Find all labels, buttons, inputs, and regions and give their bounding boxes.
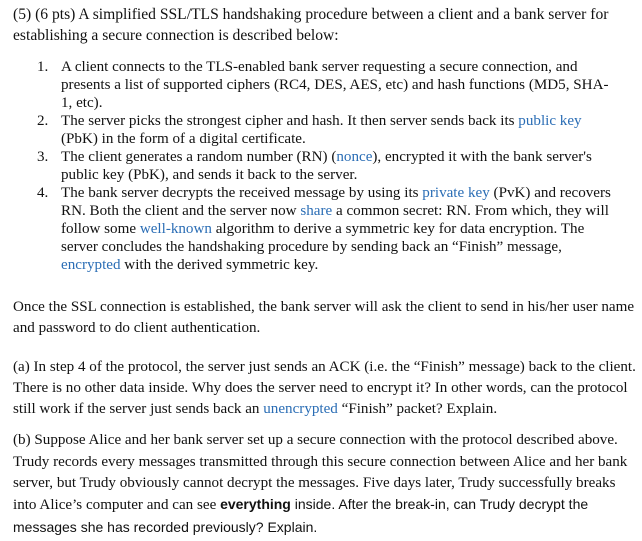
step-text: a common secret: RN. From which, they will follow some (61, 203, 609, 237)
step-text: A client connects to the TLS-enabled bank server requesting a secure connection, and presents a list of supported ciphers (RC4, DES, AES, etc) and hash functions (MD5, SHA-1, etc). (61, 59, 609, 111)
after-steps-paragraph: Once the SSL connection is established, the bank server will ask the client to send in his/her user name and password to do client authentication. (13, 299, 635, 337)
part-b-text: inside. After the break-in, can Trudy decrypt the messages she has recorded previously? Explain. (13, 496, 589, 535)
part-b-question (13, 430, 637, 538)
unencrypted-term: unencrypted (263, 401, 338, 418)
step-text: (PvK) and recovers RN. Both the client and the server now (61, 185, 611, 219)
step-number: 2. (37, 113, 49, 129)
part-b-text: (b) Suppose Alice and her bank server set up a secure connection with the protocol described above. Trudy records every messages transmitted through this secure connection between Alice and her bank server, but Trudy obviously cannot decrypt the messages. Five days later, Trudy successfully breaks into Alice’s computer and can see (13, 432, 628, 514)
handshake-steps-list (13, 58, 637, 274)
part-a-question (13, 357, 637, 421)
step-text: (PbK) in the form of a digital certificate. (61, 131, 306, 147)
step-text: The bank server decrypts the received message by using its (61, 185, 423, 201)
step-text: algorithm to derive a symmetric key for data encryption. The server concludes the handshaking procedure by sending back an “Finish” message, (61, 221, 585, 255)
part-a-text: (a) In step 4 of the protocol, the server just sends an ACK (i.e. the “Finish” message) back to the client. There is no other data inside. Why does the server need to encrypt it? In other words, can the protocol still work if the server just sends back an (13, 358, 636, 418)
share-term: share (300, 203, 333, 219)
step-text: The server picks the strongest cipher and hash. It then server sends back its (61, 113, 519, 129)
private-key-term: private key (422, 185, 490, 201)
step-text: ), encrypted it with the bank server's public key (PbK), and sends it back to the server. (61, 149, 592, 183)
step-text: with the derived symmetric key. (120, 257, 319, 273)
step-number: 3. (37, 149, 49, 165)
everything-emphasis: everything (220, 496, 291, 513)
question-document (13, 4, 637, 539)
step-number: 4. (37, 185, 49, 201)
step-number: 1. (37, 59, 49, 75)
step-3 (13, 148, 615, 184)
nonce-term: nonce (336, 149, 373, 165)
step-4 (13, 184, 615, 274)
well-known-term: well-known (139, 221, 212, 237)
question-intro: (5) (6 pts) A simplified SSL/TLS handshaking procedure between a client and a bank server for establishing a secure connection is described below: (13, 6, 609, 44)
step-2 (13, 112, 615, 148)
step-1 (13, 58, 615, 112)
encrypted-term: encrypted (61, 257, 121, 273)
public-key-term: public key (518, 113, 582, 129)
step-text: The client generates a random number (RN) ( (61, 149, 337, 165)
part-a-text: “Finish” packet? Explain. (337, 401, 498, 418)
